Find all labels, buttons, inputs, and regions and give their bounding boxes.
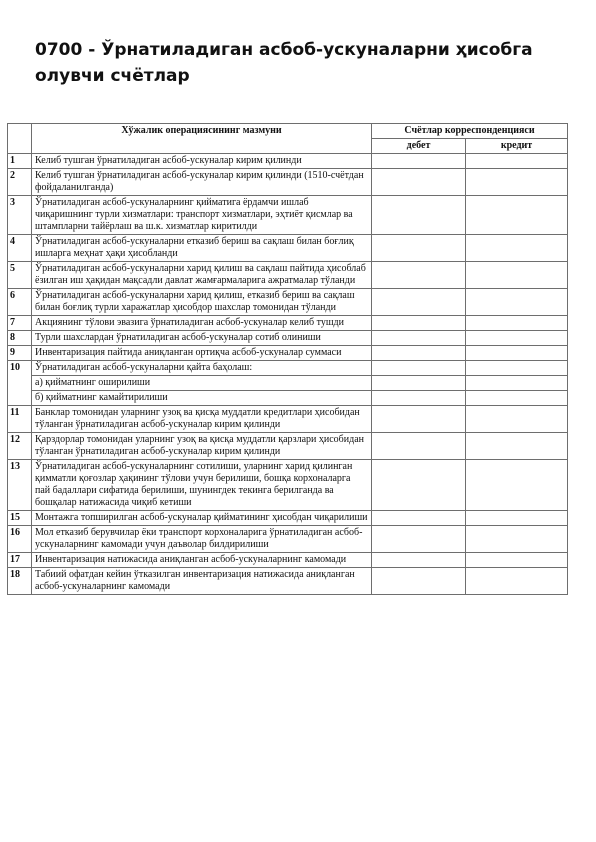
page-title: 0700 - Ўрнатиладиган асбоб-ускуналарни ҳисобга олувчи счётлар [35,40,533,86]
operation-text: Инвентаризация пайтида аниқланган ортиқча асбоб-ускуналар суммаси [32,346,372,361]
credit-cell[interactable] [466,433,568,460]
table-row [8,406,568,433]
header-number [8,124,32,154]
table-subrow [8,391,568,406]
row-number: 10 [8,361,32,406]
table-row [8,553,568,568]
accounts-table [7,123,568,595]
credit-cell[interactable] [466,361,568,376]
debit-cell[interactable] [372,406,466,433]
debit-cell[interactable] [372,433,466,460]
credit-cell[interactable] [466,406,568,433]
operation-text: Мол етказиб берувчилар ёки транспорт корхоналарига ўрнатиладиган асбоб-ускуналарнинг камомади учун даъволар билдирилиши [32,526,372,553]
table-row [8,235,568,262]
debit-cell[interactable] [372,553,466,568]
operation-text: Келиб тушган ўрнатиладиган асбоб-ускуналар кирим қилинди [32,154,372,169]
credit-cell[interactable] [466,526,568,553]
row-number: 13 [8,460,32,511]
operation-text: Инвентаризация натижасида аниқланган асбоб-ускуналарнинг камомади [32,553,372,568]
operation-text: Ўрнатиладиган асбоб-ускуналарни қайта баҳолаш: [32,361,372,376]
credit-cell[interactable] [466,331,568,346]
credit-cell[interactable] [466,235,568,262]
debit-cell[interactable] [372,262,466,289]
operation-text: Ўрнатиладиган асбоб-ускуналарни харид қилиш ва сақлаш пайтида ҳисоблаб ёзилган иш ҳақидан мақсадли давлат жамғармаларига ажратмалар тўланди [32,262,372,289]
debit-cell[interactable] [372,331,466,346]
table-row [8,460,568,511]
debit-cell[interactable] [372,460,466,511]
row-number: 6 [8,289,32,316]
row-number: 12 [8,433,32,460]
row-number: 4 [8,235,32,262]
table-row [8,196,568,235]
debit-cell[interactable] [372,289,466,316]
operation-text: Ўрнатиладиган асбоб-ускуналарни харид қилиш, етказиб бериш ва сақлаш билан боғлиқ турли харажатлар ҳисобдор шахслар томонидан тўланди [32,289,372,316]
debit-cell[interactable] [372,169,466,196]
credit-cell[interactable] [466,376,568,391]
row-number: 16 [8,526,32,553]
row-number: 7 [8,316,32,331]
operation-text: Банклар томонидан уларнинг узоқ ва қисқа муддатли кредитлари ҳисобидан тўланган ўрнатиладиган асбоб-ускуналар кирим қилинди [32,406,372,433]
operation-text: Ўрнатиладиган асбоб-ускуналарни етказиб бериш ва сақлаш билан боғлиқ ишларга меҳнат ҳақи ҳисобланди [32,235,372,262]
credit-cell[interactable] [466,511,568,526]
operation-subtext: б) қийматнинг камайтирилиши [32,391,372,406]
debit-cell[interactable] [372,235,466,262]
operation-text: Ўрнатиладиган асбоб-ускуналарнинг қийматига ёрдамчи ишлаб чиқаришнинг турли хизматлари: транспорт хизматлари, эҳтиёт қисмлар ва штампларни тайёрлаш ва ш.к. хизматлар киритилди [32,196,372,235]
row-number: 3 [8,196,32,235]
debit-cell[interactable] [372,526,466,553]
credit-cell[interactable] [466,316,568,331]
row-number: 5 [8,262,32,289]
debit-cell[interactable] [372,361,466,376]
row-number: 11 [8,406,32,433]
table-row [8,361,568,376]
table-row [8,331,568,346]
row-number: 8 [8,331,32,346]
credit-cell[interactable] [466,553,568,568]
operation-text: Табиий офатдан кейин ўтказилган инвентаризация натижасида аниқланган асбоб-ускуналарнинг камомади [32,568,372,595]
operation-text: Қарздорлар томонидан уларнинг узоқ ва қисқа муддатли қарзлари ҳисобидан тўланган ўрнатиладиган асбоб-ускуналар кирим қилинди [32,433,372,460]
table-body [8,154,568,595]
table-subrow [8,376,568,391]
header-credit: кредит [466,139,568,154]
table-row [8,262,568,289]
row-number: 18 [8,568,32,595]
credit-cell[interactable] [466,262,568,289]
table-row [8,433,568,460]
header-operation: Хўжалик операциясининг мазмуни [32,124,372,154]
credit-cell[interactable] [466,169,568,196]
credit-cell[interactable] [466,154,568,169]
table-row [8,511,568,526]
table-row [8,154,568,169]
operation-text: Турли шахслардан ўрнатиладиган асбоб-ускуналар сотиб олиниши [32,331,372,346]
debit-cell[interactable] [372,154,466,169]
credit-cell[interactable] [466,568,568,595]
operation-subtext: а) қийматнинг оширилиши [32,376,372,391]
debit-cell[interactable] [372,391,466,406]
debit-cell[interactable] [372,346,466,361]
table-row [8,526,568,553]
credit-cell[interactable] [466,289,568,316]
credit-cell[interactable] [466,460,568,511]
debit-cell[interactable] [372,511,466,526]
row-number: 15 [8,511,32,526]
row-number: 9 [8,346,32,361]
row-number: 2 [8,169,32,196]
table-row [8,316,568,331]
debit-cell[interactable] [372,568,466,595]
debit-cell[interactable] [372,316,466,331]
credit-cell[interactable] [466,346,568,361]
operation-text: Ўрнатиладиган асбоб-ускуналарнинг сотилиши, уларнинг харид қилинган қимматли қоғозлар ҳақининг тўлови учун берилиши, бошқа корхоналарга пай бадаллари сифатида берилиши, шунингдек текинга берилганда ва бошқалар натижасида чиқиб кетиши [32,460,372,511]
operation-text: Монтажга топширилган асбоб-ускуналар қийматининг ҳисобдан чиқарилиши [32,511,372,526]
table-row [8,568,568,595]
table-row [8,169,568,196]
debit-cell[interactable] [372,196,466,235]
table-row [8,346,568,361]
row-number: 17 [8,553,32,568]
table-header-row [8,124,568,139]
operation-text: Акциянинг тўлови эвазига ўрнатиладиган асбоб-ускуналар келиб тушди [32,316,372,331]
credit-cell[interactable] [466,196,568,235]
operation-text: Келиб тушган ўрнатиладиган асбоб-ускуналар кирим қилинди (1510-счётдан фойдаланилганда) [32,169,372,196]
row-number: 1 [8,154,32,169]
header-debit: дебет [372,139,466,154]
credit-cell[interactable] [466,391,568,406]
debit-cell[interactable] [372,376,466,391]
header-accounts: Счётлар корреспонденцияси [372,124,568,139]
table-row [8,289,568,316]
